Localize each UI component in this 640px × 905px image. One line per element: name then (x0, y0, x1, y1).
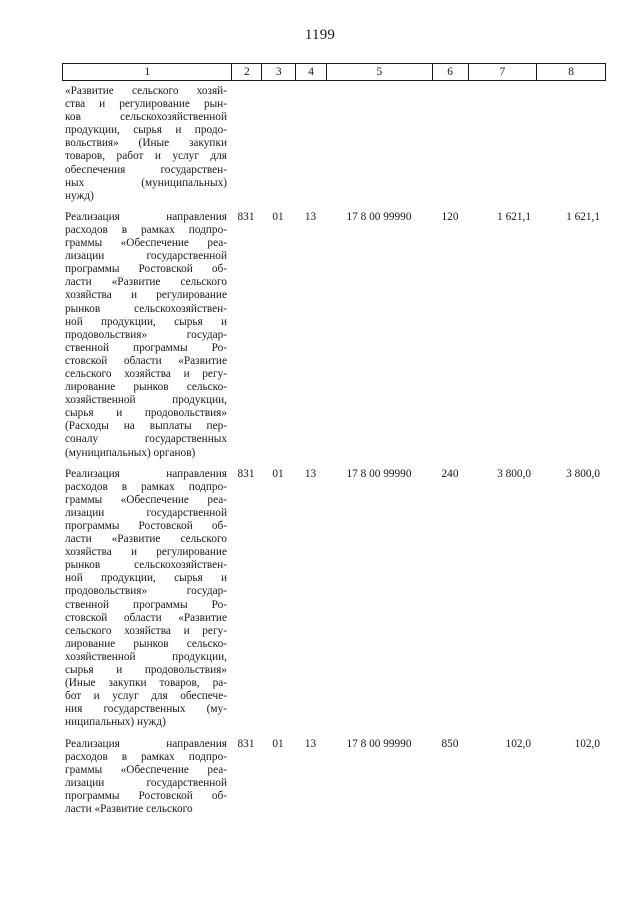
description-line: программы Ростовской об- (65, 789, 227, 802)
header-col-3: 3 (261, 64, 295, 80)
description-line: ственной программы Ро- (65, 341, 227, 354)
description-line: программы Ростовской об- (65, 520, 227, 532)
header-col-6: 6 (432, 64, 468, 80)
description-line: (Иные закупки товаров, ра- (65, 677, 227, 690)
target-article-code (326, 85, 432, 203)
ministry-code (231, 85, 261, 203)
amount-year-2 (537, 85, 606, 203)
description-line: ниципальных) нужд) (65, 716, 166, 729)
description-line: Реализация направления (65, 467, 227, 480)
description-line: Реализация направления (65, 210, 227, 223)
description-line: ства и регулирование рын- (65, 98, 227, 111)
description-line: расходов в рамках подпро- (65, 750, 227, 763)
description-line: сырья и продовольствия» (65, 664, 227, 677)
page-number: 1199 (304, 27, 336, 43)
amount-year-2: 102,0 (574, 737, 600, 750)
subsection-code: 13 (304, 737, 317, 750)
subsection-code: 13 (304, 210, 317, 223)
description-line: соналу государственных (65, 433, 227, 446)
description-line: программы Ростовской об- (65, 263, 227, 276)
expense-type-code (432, 85, 468, 203)
description-line: нужд) (65, 189, 94, 202)
header-col-7: 7 (468, 64, 537, 80)
description-line: ласти «Развитие сельского (65, 276, 227, 289)
description-line: рынков сельскохозяйствен- (65, 559, 227, 572)
amount-year-2: 3 800,0 (566, 467, 600, 480)
description-line: лирование рынков сельско- (65, 381, 227, 394)
description-line: продовольствия» государ- (65, 585, 227, 598)
section-code: 01 (272, 467, 284, 480)
ministry-code: 831 (237, 467, 255, 480)
description-line: граммы «Обеспечение реа- (65, 763, 227, 776)
header-col-5: 5 (326, 64, 432, 80)
header-col-1: 1 (144, 66, 151, 78)
description-line: (муниципальных) органов) (65, 446, 196, 459)
description-line: продукции, сырья и продо- (65, 124, 227, 137)
description-line: ласти «Развитие сельского (65, 533, 227, 546)
description-line: ласти «Развитие сельского (65, 802, 193, 815)
budget-table (62, 63, 606, 816)
description-line: хозяйства и регулирование (65, 289, 227, 302)
description-line: сельского хозяйства и регу- (65, 367, 227, 380)
description-line: ной продукции, сырья и (65, 315, 227, 328)
description-line: лирование рынков сельско- (65, 637, 227, 650)
amount-year-2: 1 621,1 (566, 210, 600, 223)
target-article-code: 17 8 00 99990 (346, 467, 412, 480)
description-line: сельского хозяйства и регу- (65, 624, 227, 637)
description-line: сырья и продовольствия» (65, 407, 227, 420)
expense-type-code: 120 (441, 210, 459, 223)
description-line: бот и услуг для обеспече- (65, 690, 227, 703)
description-line: хозяйственной продукции, (65, 650, 227, 663)
expense-type-code: 850 (441, 737, 459, 750)
description-line: ков сельскохозяйственной (65, 111, 227, 124)
description-line: товаров, работ и услуг для (65, 150, 227, 163)
amount-year-1 (468, 85, 537, 203)
table-body (62, 85, 606, 816)
table-row (62, 85, 606, 203)
description-line: «Развитие сельского хозяй- (65, 85, 227, 97)
description-line: расходов в рамках подпро- (65, 223, 227, 236)
description-line: продовольствия» государ- (65, 328, 227, 341)
description-line: Реализация направления (65, 737, 227, 750)
amount-year-1: 3 800,0 (497, 467, 531, 480)
subsection-code (295, 85, 326, 203)
table-row (62, 468, 606, 730)
description-line: ной продукции, сырья и (65, 572, 227, 585)
header-col-2: 2 (231, 64, 261, 80)
description-line: граммы «Обеспечение реа- (65, 493, 227, 506)
header-col-4: 4 (295, 64, 326, 80)
description-line: лизации государственной (65, 250, 227, 263)
description-line: (Расходы на выплаты пер- (65, 420, 227, 433)
row-description (62, 85, 231, 203)
table-header (62, 63, 606, 81)
target-article-code: 17 8 00 99990 (346, 210, 412, 223)
description-line: граммы «Обеспечение реа- (65, 237, 227, 250)
ministry-code: 831 (237, 210, 255, 223)
table-row (62, 211, 606, 460)
description-line: стовской области «Развитие (65, 354, 227, 367)
section-code (261, 85, 295, 203)
description-line: расходов в рамках подпро- (65, 480, 227, 493)
expense-type-code: 240 (441, 467, 459, 480)
amount-year-1: 1 621,1 (497, 210, 531, 223)
description-line: хозяйственной продукции, (65, 394, 227, 407)
description-line: ния государственных (му- (65, 703, 227, 716)
target-article-code: 17 8 00 99990 (346, 737, 412, 750)
row-description (62, 211, 231, 460)
description-line: стовской области «Развитие (65, 611, 227, 624)
description-line: обеспечения государствен- (65, 163, 227, 176)
description-line: лизации государственной (65, 506, 227, 519)
description-line: ных (муниципальных) (65, 176, 227, 189)
amount-year-1: 102,0 (505, 737, 531, 750)
ministry-code: 831 (237, 737, 255, 750)
description-line: ственной программы Ро- (65, 598, 227, 611)
description-line: хозяйства и регулирование (65, 546, 227, 559)
table-row (62, 738, 606, 817)
description-line: рынков сельскохозяйствен- (65, 302, 227, 315)
subsection-code: 13 (304, 467, 317, 480)
header-col-8: 8 (536, 64, 605, 80)
description-line: вольствия» (Иные закупки (65, 137, 227, 150)
section-code: 01 (272, 737, 284, 750)
section-code: 01 (272, 210, 284, 223)
description-line: лизации государственной (65, 776, 227, 789)
row-description (62, 738, 231, 817)
row-description (62, 468, 231, 730)
